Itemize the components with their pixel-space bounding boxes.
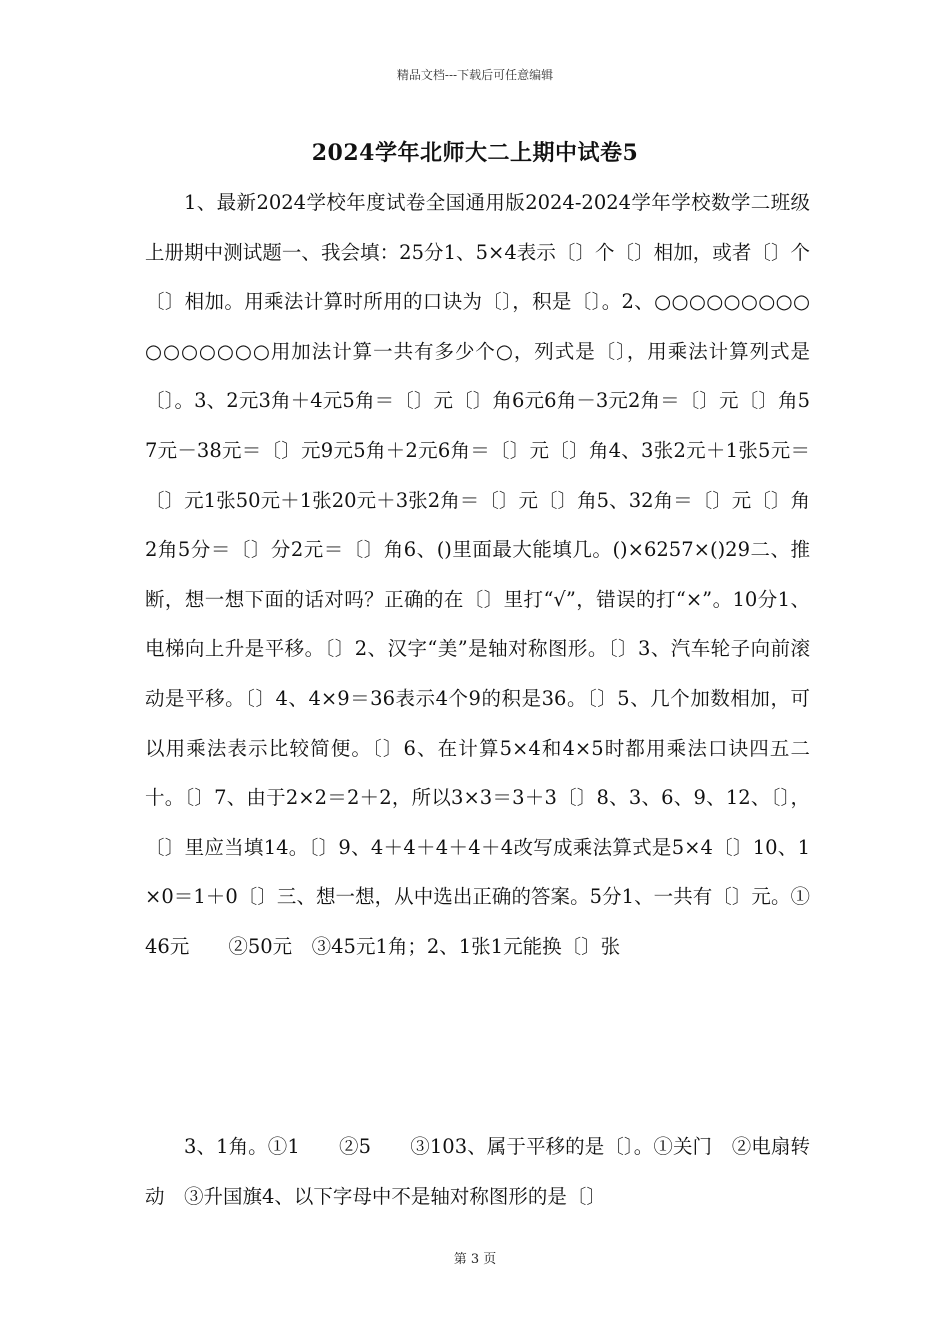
body-paragraph: 1、最新2024学校年度试卷全国通用版2024-2024学年学校数学二班级上册期中测试题一、我会填：25分1、5×4表示〔〕个〔〕相加，或者〔〕个〔〕相加。用乘法计算时所用的口诀为〔〕，积是〔〕。2、○○○○○○○○○○○○○○○○用加法计算一共有多少个○，列式是〔〕，用乘法计算列式是〔〕。3、2元3角＋4元5角＝〔〕元〔〕角6元6角－3元2角＝〔〕元〔〕角57元－38元＝〔〕元9元5角＋2元6角＝〔〕元〔〕角4、3张2元＋1张5元＝〔〕元1张50元＋1张20元＋3张2角＝〔〕元〔〕角5、32角＝〔〕元〔〕角2角5分＝〔〕分2元＝〔〕角6、()里面最大能填几。()×6257×()29二、推断，想一想下面的话对吗？正确的在〔〕里打“√”，错误的打“×”。10分1、电梯向上升是平移。〔〕2、汉字“美”是轴对称图形。〔〕3、汽车轮子向前滚动是平移。〔〕4、4×9＝36表示4个9的积是36。〔〕5、几个加数相加，可以用乘法表示比较简便。〔〕6、在计算5×4和4×5时都用乘法口诀四五二十。〔〕7、由于2×2＝2＋2，所以3×3＝3＋3〔〕8、3、6、9、12、〔〕，〔〕里应当填14。〔〕9、4＋4＋4＋4＋4改写成乘法算式是5×4〔〕10、1×0＝1＋0〔〕三、想一想，从中选出正确的答案。5分1、一共有〔〕元。①46元 ②50元 ③45元1角；2、1张1元能换〔〕张 [145,191,810,958]
header-note: 精品文档---下载后可任意编辑 [396,68,554,82]
body-paragraph: 3、1角。①1 ②5 ③103、属于平移的是〔〕。①关门 ②电扇转动 ③升国旗4、以下字母中不是轴对称图形的是〔〕 [145,1135,810,1208]
document-title: 2024学年北师大二上期中试卷5 [311,140,639,166]
page-number: 第 3 页 [453,1252,497,1267]
